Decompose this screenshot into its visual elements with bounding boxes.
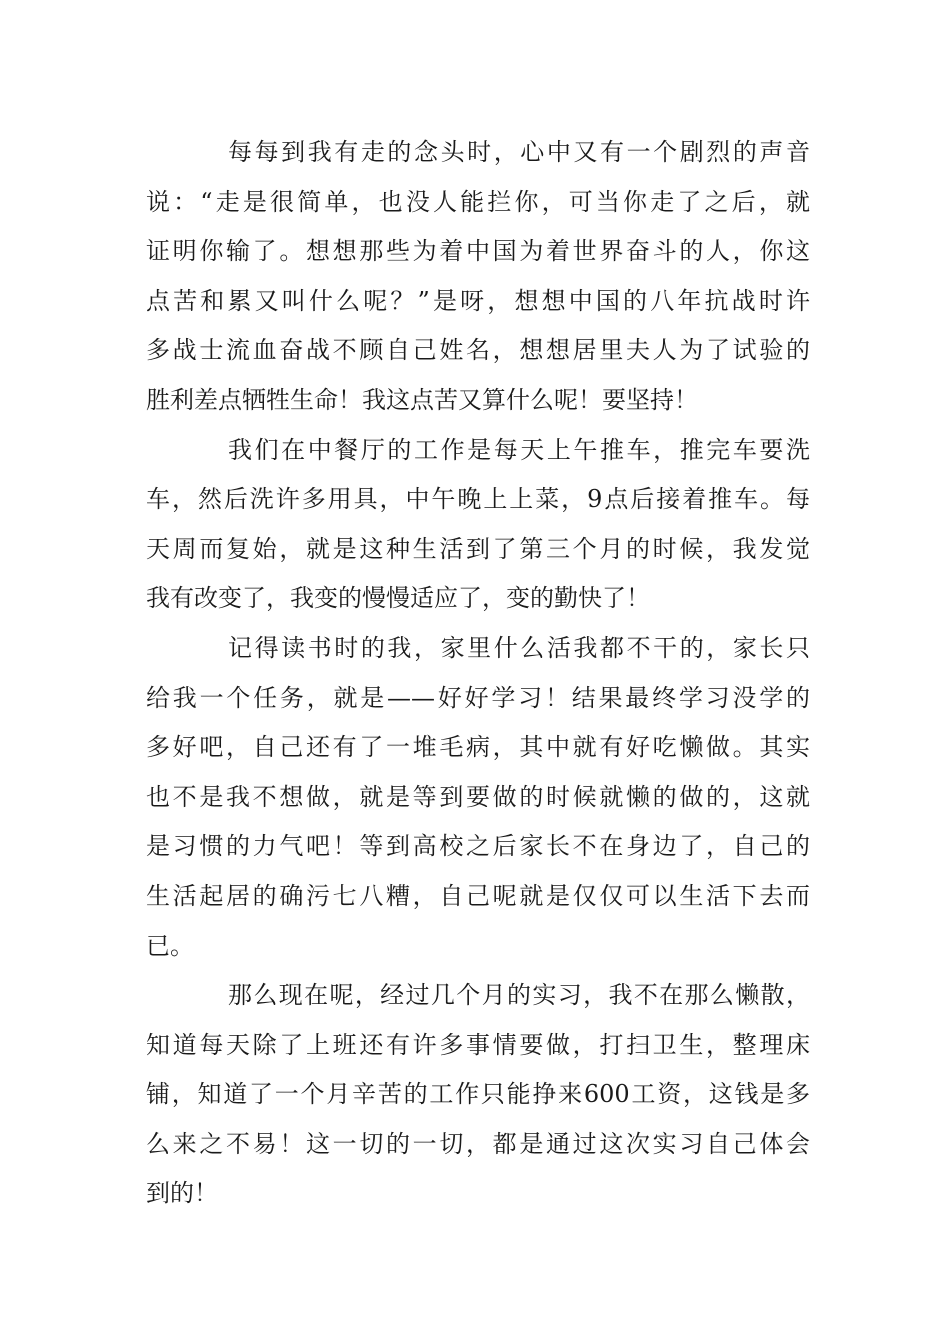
text-line: 生活起居的确污七八糟，自己呢就是仅仅可以生活下去而 [146,881,810,910]
text-line: 说：“走是很简单，也没人能拦你，可当你走了之后，就 [146,187,810,216]
text-line: 每每到我有走的念头时，心中又有一个剧烈的声音 [228,138,810,166]
text-line: 铺，知道了一个月辛苦的工作只能挣来600工资，这钱是多 [146,1080,810,1109]
text-line: 车，然后洗许多用具，中午晚上上菜，9点后接着推车。每 [146,485,810,514]
text-line: 给我一个任务，就是——好好学习！结果最终学习没学的 [146,683,810,712]
text-line: 我们在中餐厅的工作是每天上午推车，推完车要洗 [228,435,810,464]
text-line: 记得读书时的我，家里什么活我都不干的，家长只 [228,633,810,662]
text-line: 多好吧，自己还有了一堆毛病，其中就有好吃懒做。其实 [146,733,810,762]
text-line: 天周而复始，就是这种生活到了第三个月的时候，我发觉 [146,534,810,563]
text-line: 到的！ [146,1179,218,1208]
text-line: 是习惯的力气吧！等到高校之后家长不在身边了，自己的 [146,832,810,861]
paragraph [146,624,810,971]
text-line: 么来之不易！这一切的一切，都是通过这次实习自己体会 [146,1129,810,1158]
text-line: 胜利差点牺牲生命！我这点苦又算什么呢！要坚持！ [146,385,698,414]
text-line: 多战士流血奋战不顾自己姓名，想想居里夫人为了试验的 [146,336,810,365]
paragraph [146,971,810,1219]
text-line: 那么现在呢，经过几个月的实习，我不在那么懒散， [228,981,810,1010]
body-text [146,128,810,1219]
text-line: 也不是我不想做，就是等到要做的时候就懒的做的，这就 [146,782,810,811]
paragraph [146,128,810,426]
paragraph [146,426,810,624]
text-line: 已。 [146,931,194,960]
text-line: 证明你输了。想想那些为着中国为着世界奋斗的人，你这 [146,237,810,266]
text-line: 我有改变了，我变的慢慢适应了，变的勤快了！ [146,584,650,613]
text-line: 知道每天除了上班还有许多事情要做，打扫卫生，整理床 [146,1030,810,1059]
text-line: 点苦和累又叫什么呢？”是呀，想想中国的八年抗战时许 [146,286,810,315]
